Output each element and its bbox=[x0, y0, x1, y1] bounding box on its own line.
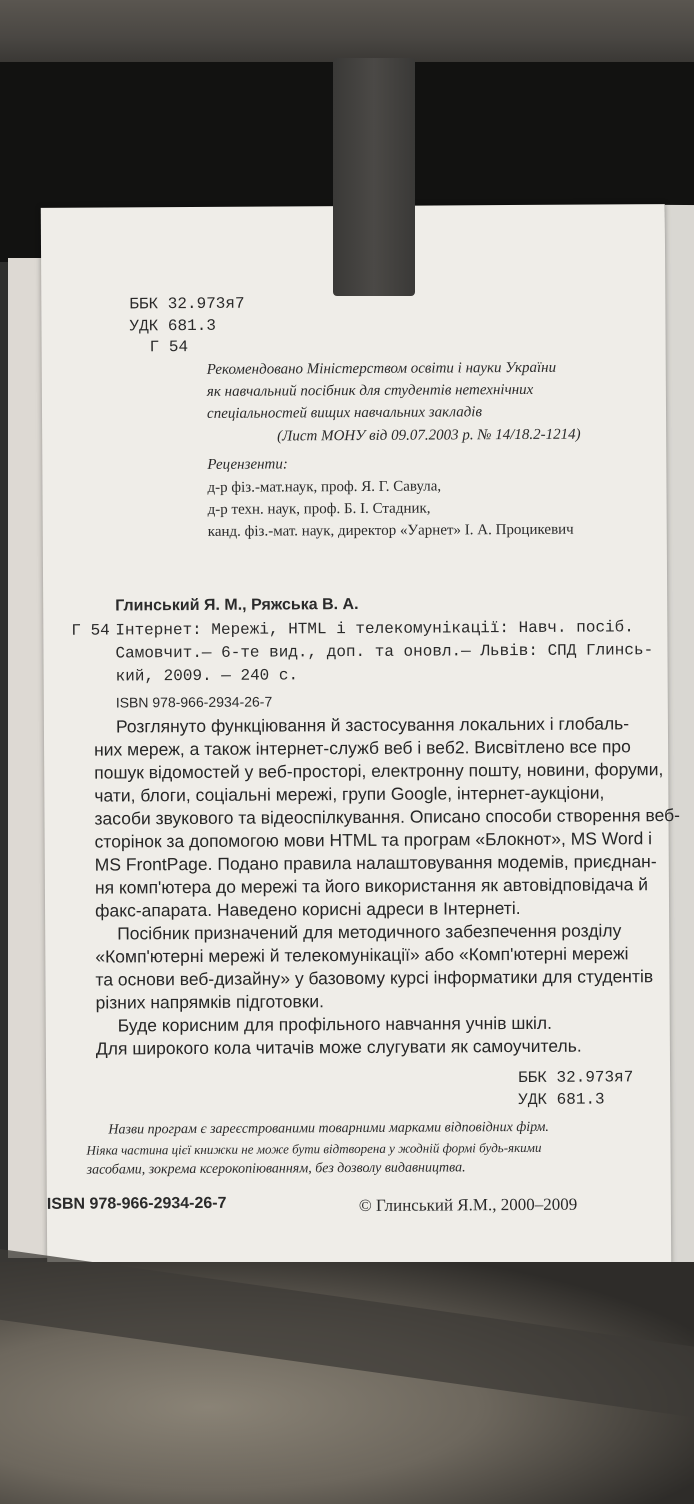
citation-line: Інтернет: Мережі, HTML і телекомунікації: Навч. посіб. bbox=[115, 618, 634, 640]
abstract-line: чати, блоги, соціальні мережі, групи Google, інтернет-аукціони, bbox=[94, 782, 605, 806]
abstract-line: Буде корисним для профільного навчання учнів шкіл. bbox=[117, 1012, 553, 1036]
abstract-line: різних напрямків підготовки. bbox=[95, 991, 325, 1013]
abstract-line: ня комп'ютера до мережі та його використання як автовідповідача й bbox=[94, 874, 648, 898]
abstract-line: «Комп'ютерні мережі й телекомунікації» або «Комп'ютерні мережі bbox=[95, 943, 629, 967]
reviewer-line: канд. фіз.-мат. наук, директор «Уарнет» І. А. Процикевич bbox=[207, 521, 574, 540]
abstract-line: Посібник призначений для методичного забезпечення розділу bbox=[117, 920, 622, 944]
book-page bbox=[41, 204, 681, 1270]
abstract-line: MS FrontPage. Подано правила налаштовування модемів, приєднан- bbox=[94, 851, 657, 875]
reviewer-line: д-р техн. наук, проф. Б. І. Стадник, bbox=[207, 500, 431, 518]
abstract-line: них мереж, а також інтернет-служб веб і веб2. Висвітлено все про bbox=[94, 736, 631, 760]
binder-clip bbox=[333, 58, 415, 296]
bottom-bbk-code: ББК 32.973я7 bbox=[518, 1068, 634, 1088]
background-surface bbox=[0, 0, 694, 62]
recommendation-letter: (Лист МОНУ від 09.07.2003 р. № 14/18.2-1214) bbox=[277, 426, 581, 445]
bbk-code: ББК 32.973я7 bbox=[129, 294, 245, 314]
citation-code: Г 54 bbox=[71, 621, 110, 640]
abstract-line: факс-апарата. Наведено корисні адреси в Інтернеті. bbox=[94, 897, 521, 921]
abstract-line: засоби звукового та відеоспілкування. Описано способи створення веб- bbox=[94, 805, 681, 829]
author-sign-code: Г 54 bbox=[149, 338, 189, 357]
abstract-line: пошук відомостей у веб-просторі, електронну пошту, новини, форуми, bbox=[94, 759, 664, 783]
legal-line: Назви програм є зареєстрованими товарними марками відповідних фірм. bbox=[108, 1119, 549, 1138]
authors: Глинський Я. М., Ряжська В. А. bbox=[115, 595, 359, 615]
legal-line: засобами, зокрема ксерокопіюванням, без дозволу видавництва. bbox=[86, 1160, 466, 1178]
abstract-line: Для широкого кола читачів може слугувати як самоучитель. bbox=[95, 1035, 582, 1059]
recommendation-line: як навчальний посібник для студентів нетехнічних bbox=[206, 381, 534, 400]
bottom-udk-code: УДК 681.3 bbox=[518, 1090, 605, 1110]
copyright: © Глинський Я.М., 2000–2009 bbox=[358, 1194, 578, 1215]
citation-isbn: ISBN 978-966-2934-26-7 bbox=[115, 693, 273, 711]
udk-code: УДК 681.3 bbox=[129, 316, 216, 336]
recommendation-line: Рекомендовано Міністерством освіти і науки України bbox=[206, 359, 557, 378]
reviewer-line: д-р фіз.-мат.наук, проф. Я. Г. Савула, bbox=[207, 478, 442, 496]
citation-line: кий, 2009. — 240 с. bbox=[115, 666, 299, 686]
abstract-line: та основи веб-дизайну» у базовому курсі інформатики для студентів bbox=[95, 966, 654, 990]
footer-isbn: ISBN 978-966-2934-26-7 bbox=[46, 1194, 227, 1213]
abstract-line: сторінок за допомогою мови HTML та програм «Блокнот», MS Word і bbox=[94, 828, 653, 852]
recommendation-line: спеціальностей вищих навчальних закладів bbox=[206, 404, 482, 422]
reviewers-heading: Рецензенти: bbox=[207, 456, 288, 473]
abstract-line: Розглянуто функціювання й застосування локальних і глобаль- bbox=[115, 713, 630, 737]
legal-line: Ніяка частина цієї книжки не може бути відтворена у жодній формі будь-якими bbox=[86, 1139, 542, 1158]
citation-line: Самовчит.— 6-те вид., доп. та оновл.— Львів: СПД Глинсь- bbox=[115, 641, 654, 663]
